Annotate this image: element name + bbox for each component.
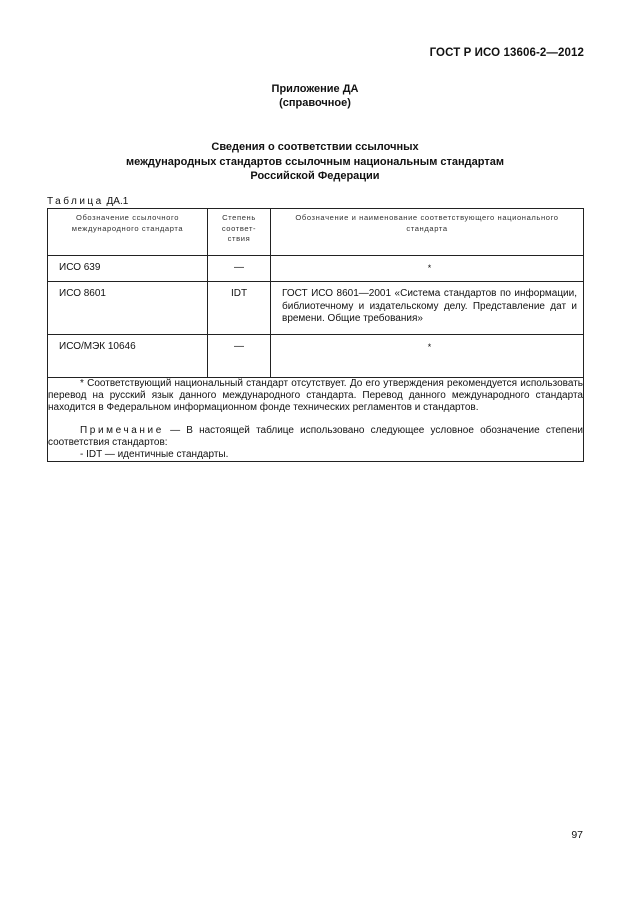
degree-cell: — xyxy=(208,256,271,282)
annex-title: Приложение ДА xyxy=(271,83,359,95)
header-col2-line1: Степень xyxy=(222,213,256,222)
header-national-standard xyxy=(271,209,584,256)
ref-standard-cell: ИСО/МЭК 10646 xyxy=(48,335,208,378)
heading-line-1: Сведения о соответствии ссылочных xyxy=(211,141,419,153)
table-caption-number: ДА.1 xyxy=(106,196,129,207)
table-header-row xyxy=(48,209,584,256)
table-row xyxy=(48,256,584,282)
note-paragraph xyxy=(48,425,583,449)
table-row xyxy=(48,282,584,335)
national-standard-cell: * xyxy=(271,335,584,378)
header-col1-line2: международного стандарта xyxy=(71,223,184,233)
table-caption-label: Таблица xyxy=(47,196,104,207)
header-col2-line2: соответ- xyxy=(221,223,257,233)
national-standard-cell: ГОСТ ИСО 8601—2001 «Система стандартов по информации, библиотечному и издательскому делу. Представление дат и времени. Общие требования» xyxy=(271,282,584,335)
ref-standard-cell: ИСО 8601 xyxy=(48,282,208,335)
header-reference-standard xyxy=(48,209,208,256)
heading-line-3: Российской Федерации xyxy=(250,170,380,182)
annex-subtitle: (справочное) xyxy=(279,97,351,109)
national-standard-cell: * xyxy=(271,256,584,282)
note-text: — В настоящей таблице использовано следующее условное обозначение степени соответствия стандартов: xyxy=(48,424,583,448)
page-number: 97 xyxy=(571,829,583,841)
degree-cell: IDT xyxy=(208,282,271,335)
degree-cell: — xyxy=(208,335,271,378)
header-degree xyxy=(208,209,271,256)
table-row xyxy=(48,335,584,378)
annex-heading xyxy=(0,82,630,110)
correspondence-table xyxy=(47,208,584,462)
ref-standard-cell: ИСО 639 xyxy=(48,256,208,282)
table-caption xyxy=(47,196,128,207)
header-col2-line3: ствия xyxy=(227,234,251,243)
note-label: Примечание xyxy=(80,424,164,436)
header-col1-line1: Обозначение ссылочного xyxy=(75,213,180,222)
header-col3-line2: стандарта xyxy=(406,223,448,233)
header-col3-line1: Обозначение и наименование соответствующего национального xyxy=(295,213,559,222)
heading-line-2: международных стандартов ссылочным национальным стандартам xyxy=(126,155,504,168)
table-notes xyxy=(48,378,584,462)
footnote: * Соответствующий национальный стандарт отсутствует. До его утверждения рекомендуется использовать перевод на русский язык данного международного стандарта. Перевод данного международного стандарта находится в Федеральном информационном фонде технических регламентов и стандартов. xyxy=(48,378,583,414)
table-notes-row xyxy=(48,378,584,462)
section-heading xyxy=(0,140,630,184)
standard-designation: ГОСТ Р ИСО 13606-2—2012 xyxy=(429,47,584,59)
note-list-item: - IDT — идентичные стандарты. xyxy=(80,449,229,461)
